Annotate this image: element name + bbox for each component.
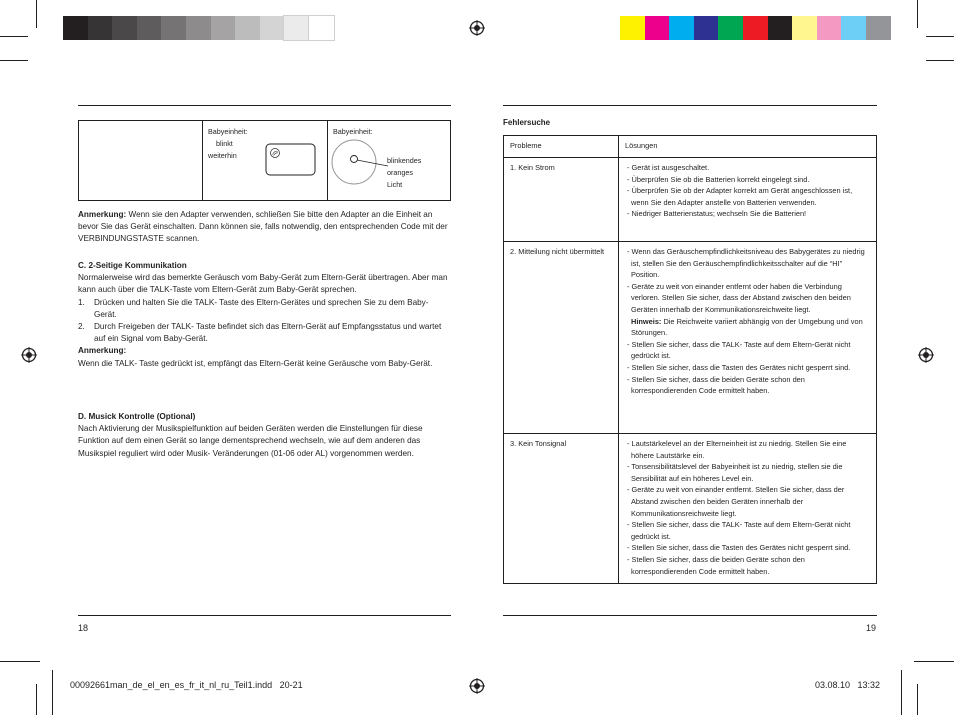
babyunit-label: Babyeinheit:	[208, 127, 248, 136]
status-text: Licht	[387, 180, 403, 189]
column-header: Lösungen	[619, 136, 877, 158]
orange-light-indicator-icon	[330, 138, 392, 186]
babyunit-label: Babyeinheit:	[333, 127, 373, 136]
color-swatch	[137, 16, 162, 40]
registration-mark-icon	[918, 347, 934, 363]
status-text: weiterhin	[208, 151, 237, 160]
registration-mark-icon	[469, 20, 485, 36]
solution-cell: - Gerät ist ausgeschaltet. - Überprüfen Sie ob die Batterien korrekt eingelegt sind. - Überprüfen Sie ob der Adapter korrekt am Gerät angeschlossen ist, wenn Sie den Adapter anstelle von Batterien verwenden. - Niedriger Batterienstatus; wechseln Sie die Batterien!	[627, 163, 853, 219]
note-adapter	[78, 209, 450, 246]
list-item: 2. Durch Freigeben der TALK- Taste befindet sich das Eltern-Gerät auf Empfangsstatus und wartet auf ein Signal vom Baby-Gerät.	[78, 322, 442, 344]
page-title: Fehlersuche	[503, 118, 551, 127]
registration-mark-icon	[21, 347, 37, 363]
section-d	[78, 411, 451, 460]
section-c-title: C. 2-Seitige Kommunikation	[78, 261, 187, 270]
left-header-rule	[78, 105, 451, 106]
color-swatch	[866, 16, 891, 40]
color-swatch	[63, 16, 88, 40]
problem-cell: 2. Mitteilung nicht übermittelt	[510, 247, 605, 256]
status-table	[78, 120, 451, 201]
status-cell-blinking	[203, 121, 328, 201]
color-swatch	[211, 16, 236, 40]
color-swatch	[284, 16, 309, 40]
slug-filename: 00092661man_de_el_en_es_fr_it_nl_ru_Teil1.indd 20-21	[70, 680, 303, 690]
hint-text: Hinweis: Die Reichweite variiert abhängig von der Umgebung und von Störungen.	[631, 316, 863, 338]
right-header-rule	[503, 105, 877, 106]
status-cell-empty	[79, 121, 203, 201]
color-swatch	[817, 16, 842, 40]
color-swatch	[768, 16, 793, 40]
baby-unit-display-icon	[265, 143, 317, 177]
color-swatch	[792, 16, 817, 40]
registration-mark-icon	[469, 678, 485, 694]
color-swatch	[841, 16, 866, 40]
color-swatch	[620, 16, 645, 40]
color-swatch	[112, 16, 137, 40]
solution-cell: - Lautstärkelevel an der Elterneinheit ist zu niedrig. Stellen Sie eine höhere Lautstärke ein. - Tonsensibilitätslevel der Babyeinheit ist zu niedrig, stellen sie die Sensibilität auf ein höheres Level ein. - Geräte zu weit von einander entfernt. Stellen Sie sicher, dass der Abstand zwischen den beiden Geräten innerhalb der Kommunikationsreichweite liegt. - Stellen Sie sicher, dass die TALK- Taste auf dem Eltern-Gerät nicht gedrückt ist. - Stellen Sie sicher, dass die Tasten des Gerätes nicht gesperrt sind. - Stellen Sie sicher, dass die beiden Geräte schon den korrespondierenden Code ermittelt haben.	[627, 439, 851, 576]
slug-datetime: 03.08.10 13:32	[815, 680, 881, 690]
column-header: Probleme	[504, 136, 619, 158]
solution-cell: - Wenn das Geräuschempfindlichkeitsniveau des Babygerätes zu niedrig ist, stellen Sie den Geräuschempfindlichkeitsschalter auf die “HI” Position. - Geräte zu weit von einander entfernt oder haben die Verbindung verloren. Stellen Sie sicher, dass der Abstand zwischen den beiden Geräten innerhalb der Kommunikationsreichweite liegt. Hinweis: Die Reichweite variiert abhängig von der Umgebung und von Störungen. - Stellen Sie sicher, dass die TALK- Taste auf dem Eltern-Gerät nicht gedrückt ist. - Stellen Sie sicher, dass die Tasten des Gerätes nicht gesperrt sind. - Stellen Sie sicher, dass die beiden Geräte schon den korrespondierenden Code ermittelt haben.	[619, 242, 876, 401]
left-footer-rule	[78, 615, 451, 616]
color-swatch	[260, 16, 285, 40]
color-swatch	[235, 16, 260, 40]
status-text: oranges	[387, 168, 413, 177]
page-number-right: 19	[866, 623, 877, 633]
color-swatch	[186, 16, 211, 40]
color-swatch	[161, 16, 186, 40]
section-c	[78, 260, 451, 370]
problem-cell: 1. Kein Strom	[510, 163, 555, 172]
list-item: 1. Drücken und halten Sie die TALK- Taste des Eltern-Gerätes und sprechen Sie zu dem Baby-Gerät.	[78, 297, 429, 319]
section-c-text: Normalerweise wird das bemerkte Geräusch vom Baby-Gerät zum Eltern-Gerät übertragen. Aber man kann auch über die TALK-Taste vom Eltern-Gerät zum Baby-Gerät sprechen.	[78, 273, 448, 295]
color-swatch	[645, 16, 670, 40]
table-row	[504, 242, 877, 434]
status-text: blinkt	[216, 139, 233, 148]
section-d-title: D. Musick Kontrolle (Optional)	[78, 412, 196, 421]
troubleshooting-table	[503, 135, 877, 584]
color-swatch	[309, 16, 334, 40]
color-swatch	[718, 16, 743, 40]
status-text: blinkendes	[387, 156, 422, 165]
color-swatch	[694, 16, 719, 40]
table-row	[504, 434, 877, 584]
right-footer-rule	[503, 615, 877, 616]
note-label: Anmerkung:	[78, 346, 127, 356]
color-swatch	[669, 16, 694, 40]
note-text: Wenn sie den Adapter verwenden, schließen Sie bitte den Adapter an die Einheit an bevor Sie das Gerät einschalten. Dann können sie, falls notwendig, den entsprechenden Code mit der VERBINDUNGSTASTE scannen.	[78, 210, 448, 244]
page-number-left: 18	[78, 623, 89, 633]
color-swatch	[743, 16, 768, 40]
table-row	[504, 158, 877, 242]
note-label: Anmerkung:	[78, 210, 127, 219]
note-text: Wenn die TALK- Taste gedrückt ist, empfängt das Eltern-Gerät keine Geräusche vom Baby-Gerät.	[78, 358, 433, 368]
section-d-text: Nach Aktivierung der Musikspielfunktion auf beiden Geräten werden die Einstellungen für diese Funktion auf dem einen Gerät so lange dementsprechend wechseln, wie auf dem anderen das Musikspiel reguliert wird oder Musik- Veränderungen (01-06 oder AL) vorgenommen werden.	[78, 424, 423, 458]
status-cell-orange-light	[328, 121, 451, 201]
color-swatch	[88, 16, 113, 40]
problem-cell: 3. Kein Tonsignal	[510, 439, 567, 448]
steps-list	[78, 297, 451, 346]
